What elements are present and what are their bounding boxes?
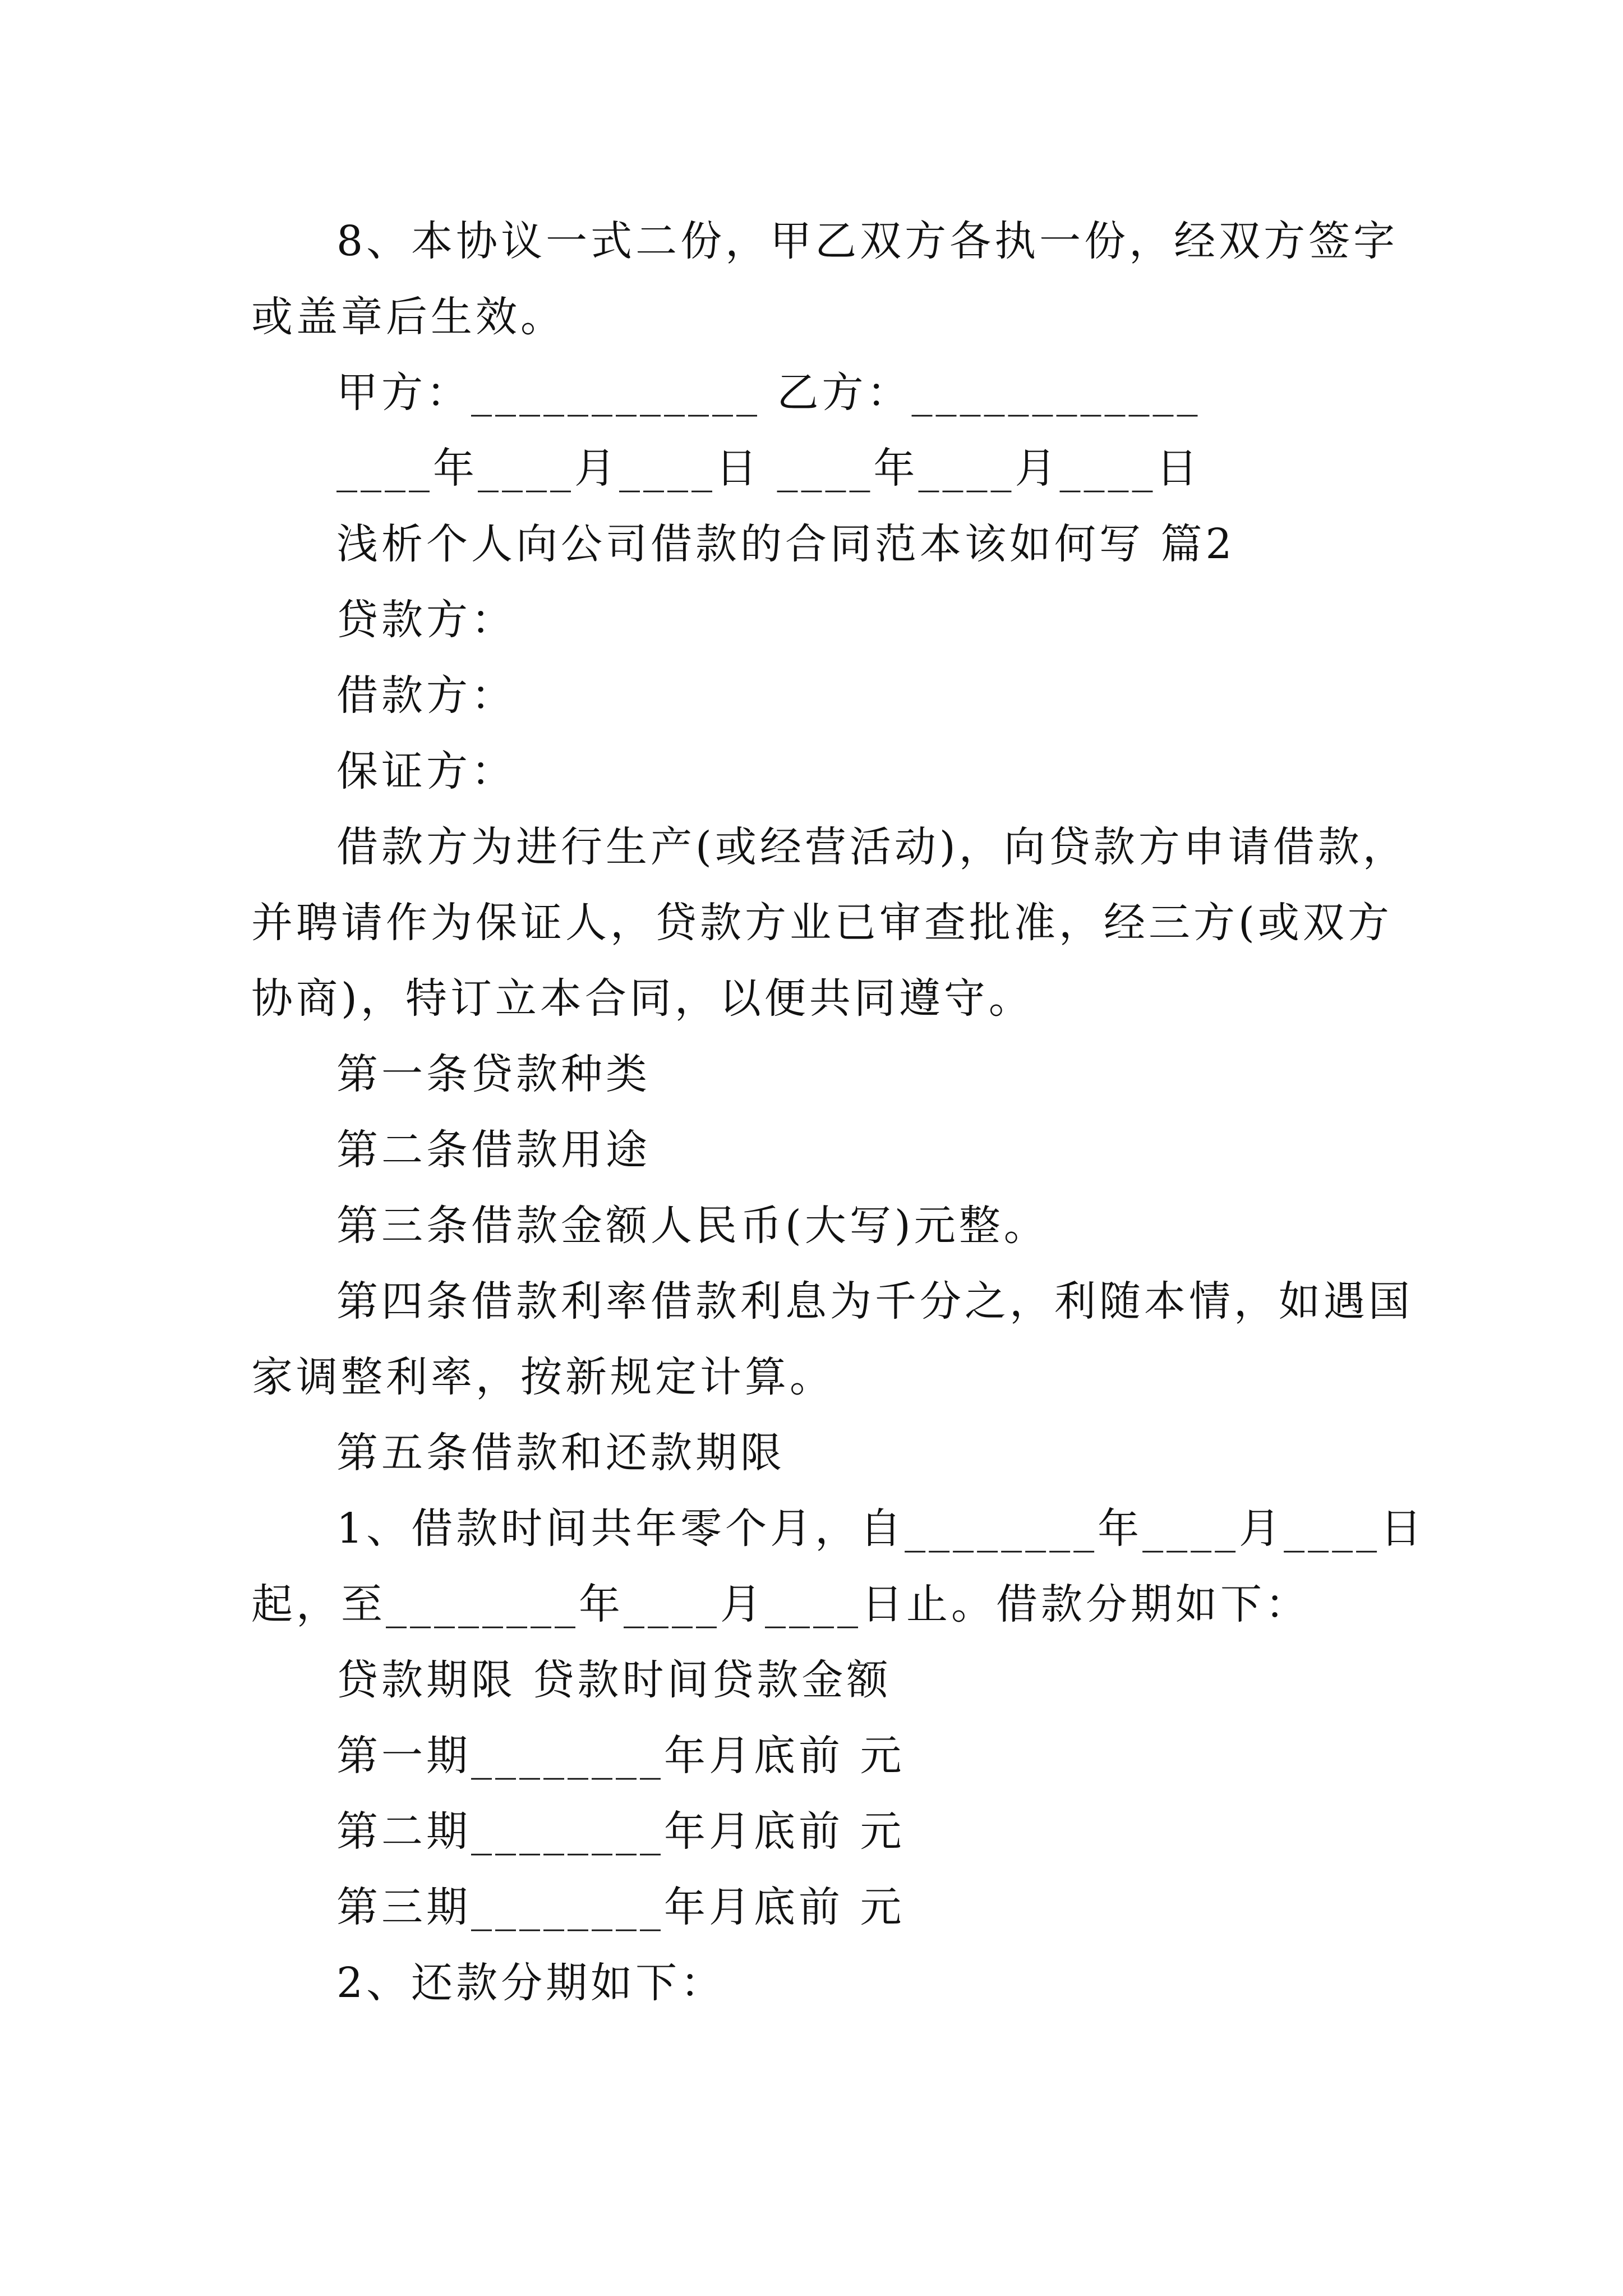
- signature-date-line: ____年____月____日 ____年____月____日: [336, 444, 1201, 493]
- clause-8-line-1: 8、本协议一式二份，甲乙双方各执一份，经双方签字: [336, 217, 1399, 265]
- article-4-line-2: 家调整利率，按新规定计算。: [251, 1353, 834, 1401]
- repayment-heading: 2、还款分期如下：: [336, 1959, 726, 2007]
- preamble-line-3: 协商)，特订立本合同，以便共同遵守。: [251, 974, 1034, 1023]
- preamble-line-1: 借款方为进行生产(或经营活动)，向贷款方申请借款，: [336, 823, 1408, 871]
- borrower-label: 借款方：: [336, 671, 516, 720]
- section-title: 浅析个人向公司借款的合同范本该如何写 篇2: [336, 520, 1235, 568]
- schedule-header: 贷款期限 贷款时间贷款金额: [336, 1656, 892, 1704]
- article-4-line-1: 第四条借款利率借款利息为千分之，利随本情，如遇国: [336, 1277, 1413, 1326]
- schedule-row-1: 第一期________年月底前 元: [336, 1732, 905, 1780]
- article-2: 第二条借款用途: [336, 1126, 651, 1174]
- lender-label: 贷款方：: [336, 596, 516, 644]
- article-3: 第三条借款金额人民币(大写)元整。: [336, 1202, 1049, 1250]
- preamble-line-2: 并聘请作为保证人，贷款方业已审查批准，经三方(或双方: [251, 899, 1393, 947]
- schedule-row-2: 第二期________年月底前 元: [336, 1807, 905, 1856]
- schedule-row-3: 第三期________年月底前 元: [336, 1883, 905, 1931]
- loan-term-line-2: 起，至________年____月____日止。借款分期如下：: [251, 1580, 1310, 1628]
- guarantor-label: 保证方：: [336, 747, 516, 795]
- article-1: 第一条贷款种类: [336, 1050, 651, 1098]
- clause-8-line-2: 或盖章后生效。: [251, 293, 565, 341]
- loan-term-line-1: 1、借款时间共年零个月，自________年____月____日: [336, 1504, 1426, 1553]
- article-5: 第五条借款和还款期限: [336, 1429, 785, 1477]
- signature-parties-line: 甲方：____________ 乙方：____________: [336, 369, 1201, 417]
